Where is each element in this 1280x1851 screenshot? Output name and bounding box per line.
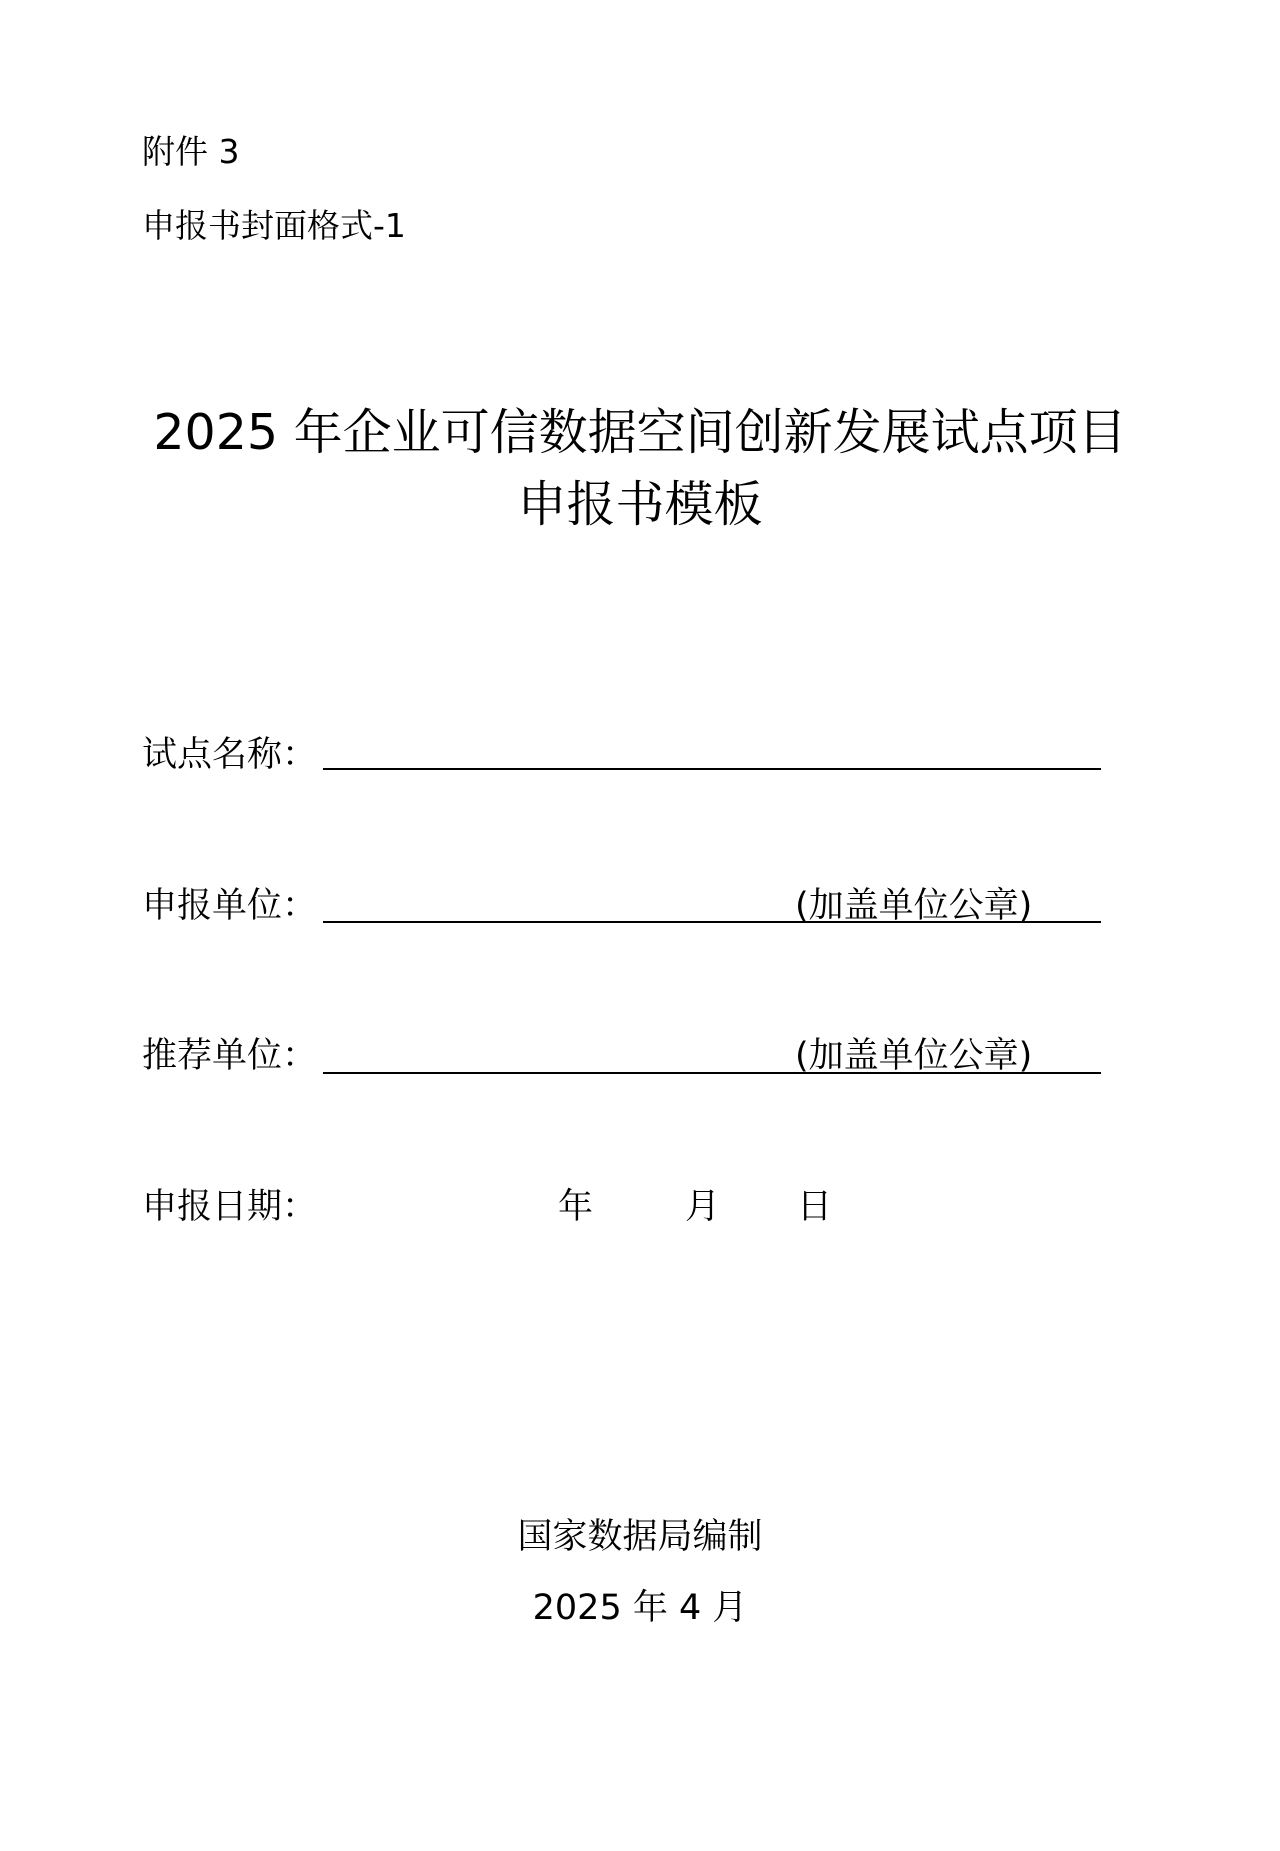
applicant-underline bbox=[323, 921, 1101, 923]
pilot-name-underline bbox=[323, 768, 1101, 770]
document-title-line-2: 申报书模板 bbox=[517, 476, 763, 533]
compiler-name: 国家数据局编制 bbox=[517, 1517, 763, 1557]
recommender-label: 推荐单位： bbox=[142, 1036, 318, 1076]
date-year-unit: 年 bbox=[558, 1187, 594, 1227]
cover-format-label: 申报书封面格式-1 bbox=[142, 206, 406, 245]
pilot-name-label: 试点名称： bbox=[142, 735, 318, 775]
attachment-number: 附件 3 bbox=[142, 132, 240, 171]
date-day-unit: 日 bbox=[797, 1187, 833, 1227]
applicant-label: 申报单位： bbox=[142, 886, 318, 926]
recommender-seal-note: (加盖单位公章) bbox=[795, 1036, 1033, 1076]
document-title-line-1: 2025 年企业可信数据空间创新发展试点项目 bbox=[153, 404, 1127, 461]
application-date-label: 申报日期： bbox=[142, 1187, 318, 1227]
date-month-unit: 月 bbox=[685, 1187, 721, 1227]
recommender-underline bbox=[323, 1072, 1101, 1074]
applicant-seal-note: (加盖单位公章) bbox=[795, 886, 1033, 926]
publication-date: 2025 年 4 月 bbox=[532, 1588, 748, 1628]
